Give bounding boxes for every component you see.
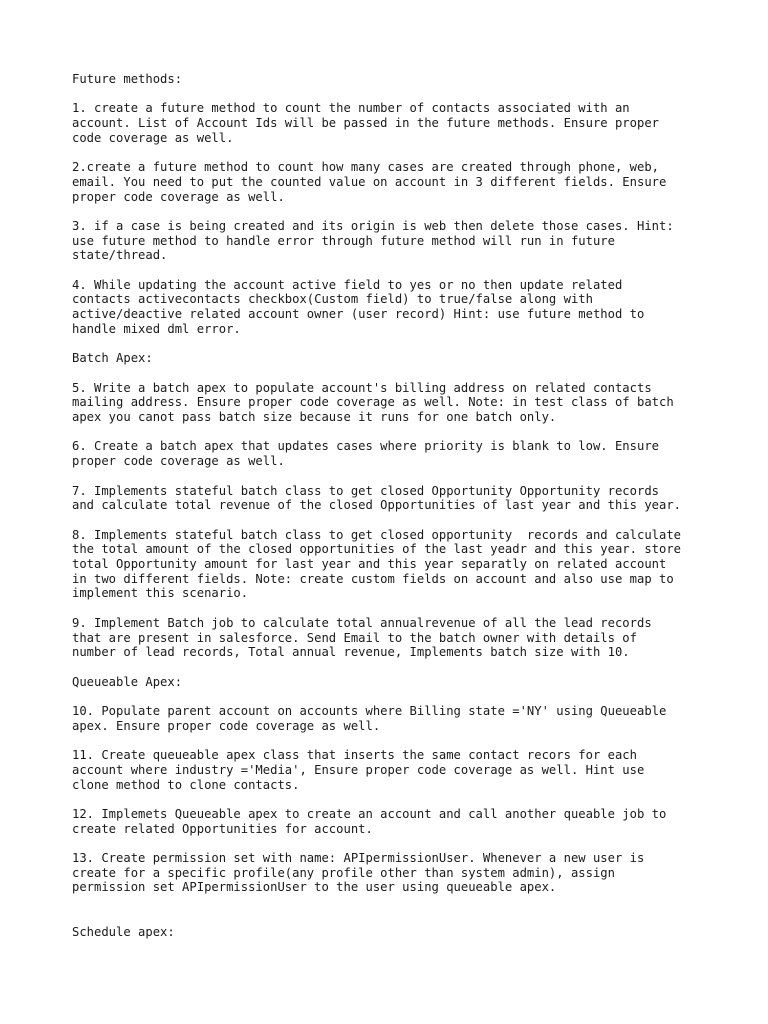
section-heading-batch: Batch Apex: — [72, 351, 153, 366]
section-heading-schedule: Schedule apex: — [72, 924, 175, 939]
question-13: 13. Create permission set with name: APIpermissionUser. Whenever a new user is create for a specific profile(any profile other than system admin), assign permission set APIpermissionUser to the user using queueable apex. — [72, 851, 645, 895]
question-9: 9. Implement Batch job to calculate total annualrevenue of all the lead records that are present in salesforce. Send Email to the batch owner with details of number of lead records, Total annual revenue, Implements batch size with 10. — [72, 615, 652, 660]
question-2: 2.create a future method to count how many cases are created through phone, web, email. You need to put the counted value on account in 3 different fields. Ensure proper code coverage as well. — [72, 160, 667, 204]
section-heading-future: Future methods: — [72, 72, 183, 86]
question-11: 11. Create queueable apex class that inserts the same contact recors for each account where industry ='Media', Ensure proper code coverage as well. Hint use clone method to clone contacts. — [72, 748, 645, 792]
question-7: 7. Implements stateful batch class to get closed Opportunity Opportunity records and calculate total revenue of the closed Opportunities of last year and this year. — [72, 483, 682, 513]
question-6: 6. Create a batch apex that updates cases where priority is blank to low. Ensure proper code coverage as well. — [72, 439, 659, 469]
document-page — [72, 72, 712, 939]
question-10: 10. Populate parent account on accounts where Billing state ='NY' using Queueable apex. Ensure proper code coverage as well. — [72, 704, 667, 733]
question-5: 5. Write a batch apex to populate account's billing address on related contacts mailing address. Ensure proper code coverage as well. Note: in test class of batch apex you canot pass batch size because it runs for one batch only. — [72, 380, 674, 425]
question-4: 4. While updating the account active field to yes or no then update related contacts activecontacts checkbox(Custom field) to true/false along with active/deactive related account owner (user record) Hint: use future method to handle mixed dml error. — [72, 277, 645, 336]
question-3: 3. if a case is being created and its origin is web then delete those cases. Hint: use future method to handle error through future method will run in future state/thread. — [72, 218, 674, 263]
question-1: 1. create a future method to count the number of contacts associated with an account. List of Account Ids will be passed in the future methods. Ensure proper code coverage as well. — [72, 101, 659, 145]
question-12: 12. Implemets Queueable apex to create an account and call another queable job to create related Opportunities for account. — [72, 806, 667, 836]
section-heading-queueable: Queueable Apex: — [72, 674, 183, 689]
question-8: 8. Implements stateful batch class to get closed opportunity records and calculate the total amount of the closed opportunities of the last yeadr and this year. store total Opportunity amount for last year and this year separatly on related account in two different fields. Note: create custom fields on account and also use map to implement this scenario. — [72, 527, 682, 601]
